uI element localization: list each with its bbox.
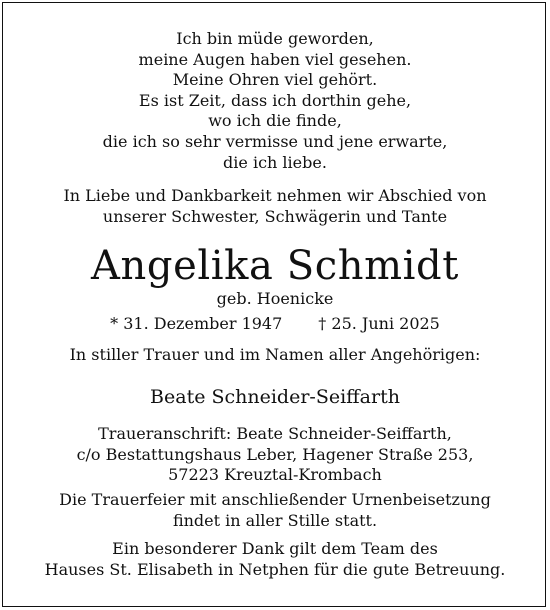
poem-line: wo ich die finde,: [208, 111, 342, 131]
intro-line: In Liebe und Dankbarkeit nehmen wir Abschied von: [63, 186, 487, 205]
address-line: c/o Bestattungshaus Leber, Hagener Straße 253,: [76, 444, 474, 464]
maiden-name: geb. Hoenicke: [216, 289, 334, 308]
poem-line: Ich bin müde geworden,: [176, 29, 374, 48]
poem-line: die ich so sehr vermisse und jene erwarte,: [102, 131, 448, 151]
poem-line: Meine Ohren viel gehört.: [172, 70, 378, 90]
mourner-name: Beate Schneider-Seiffarth: [150, 386, 400, 408]
condolence-address: [0, 424, 550, 486]
farewell-intro: [0, 185, 550, 227]
funeral-line: Die Trauerfeier mit anschließender Urnenbeisetzung: [59, 490, 491, 509]
poem-line: meine Augen haben viel gesehen.: [138, 49, 412, 69]
address-line: 57223 Kreuztal-Krombach: [168, 465, 382, 484]
address-line: Traueranschrift: Beate Schneider-Seiffarth,: [98, 424, 452, 443]
birth-date: * 31. Dezember 1947: [110, 314, 283, 333]
deceased-name: Angelika Schmidt: [91, 243, 459, 289]
funeral-notice: [0, 490, 550, 531]
thanks-line: Ein besonderer Dank gilt dem Team des: [112, 539, 438, 558]
death-date: † 25. Juni 2025: [318, 314, 440, 333]
thanks-line: Hauses St. Elisabeth in Netphen für die gute Betreuung.: [44, 559, 506, 579]
funeral-line: findet in aller Stille statt.: [172, 510, 378, 530]
poem: [0, 29, 550, 173]
intro-line: unserer Schwester, Schwägerin und Tante: [102, 207, 448, 226]
poem-line: die ich liebe.: [223, 152, 327, 172]
mourning-line: In stiller Trauer und im Namen aller Angehörigen:: [69, 345, 481, 364]
poem-line: Es ist Zeit, dass ich dorthin gehe,: [138, 90, 412, 110]
life-dates: [0, 314, 550, 334]
thanks-note: [0, 539, 550, 580]
